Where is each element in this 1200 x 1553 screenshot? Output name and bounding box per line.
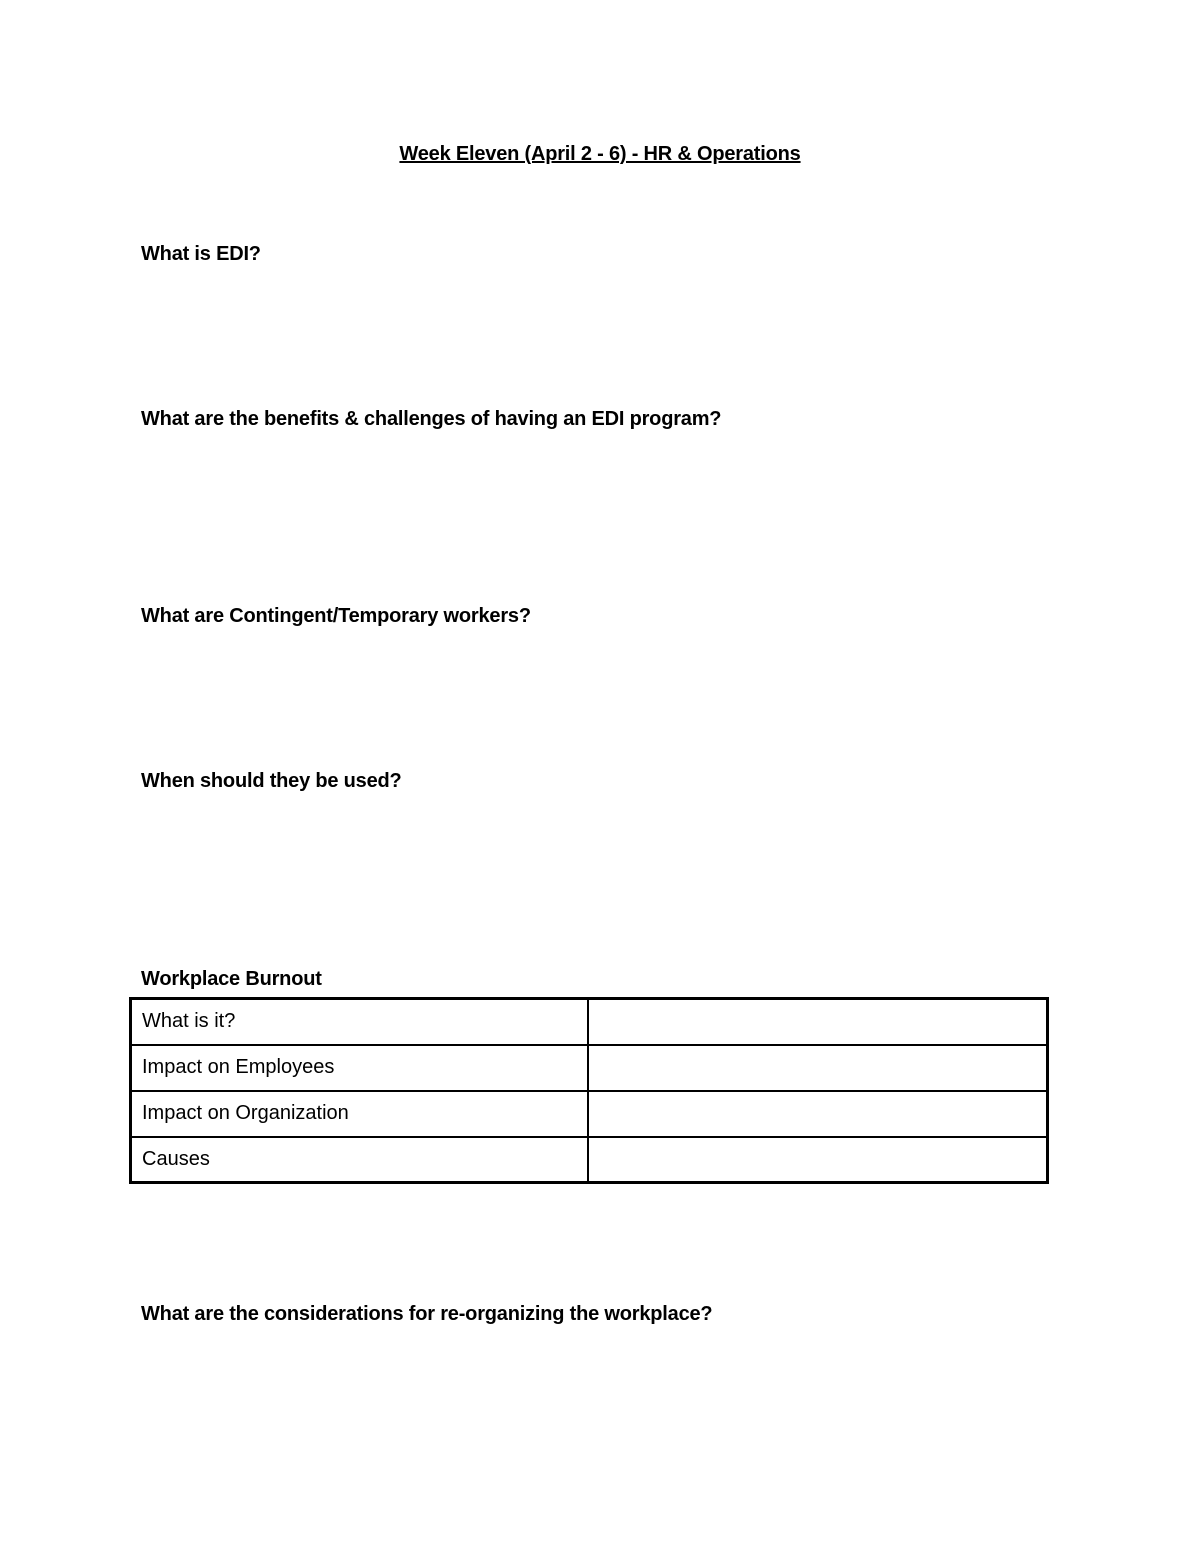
answer-cell[interactable] (588, 1045, 1047, 1091)
question-contingent-workers: What are Contingent/Temporary workers? (141, 605, 531, 627)
answer-cell[interactable] (588, 1137, 1047, 1183)
table-row (131, 1045, 1048, 1091)
row-label: What is it? (131, 999, 589, 1045)
workplace-burnout-table (129, 997, 1049, 1184)
table-row (131, 1091, 1048, 1137)
table-row (131, 1137, 1048, 1183)
question-edi-benefits-challenges: What are the benefits & challenges of having an EDI program? (141, 408, 722, 430)
answer-cell[interactable] (588, 1091, 1047, 1137)
answer-cell[interactable] (588, 999, 1047, 1045)
workplace-burnout-heading: Workplace Burnout (141, 968, 322, 990)
question-reorganizing-workplace: What are the considerations for re-organizing the workplace? (141, 1303, 713, 1325)
table-row (131, 999, 1048, 1045)
page-title: Week Eleven (April 2 - 6) - HR & Operations (399, 143, 801, 165)
row-label: Impact on Organization (131, 1091, 589, 1137)
row-label: Impact on Employees (131, 1045, 589, 1091)
row-label: Causes (131, 1137, 589, 1183)
question-what-is-edi: What is EDI? (141, 243, 261, 265)
question-when-used: When should they be used? (141, 770, 402, 792)
